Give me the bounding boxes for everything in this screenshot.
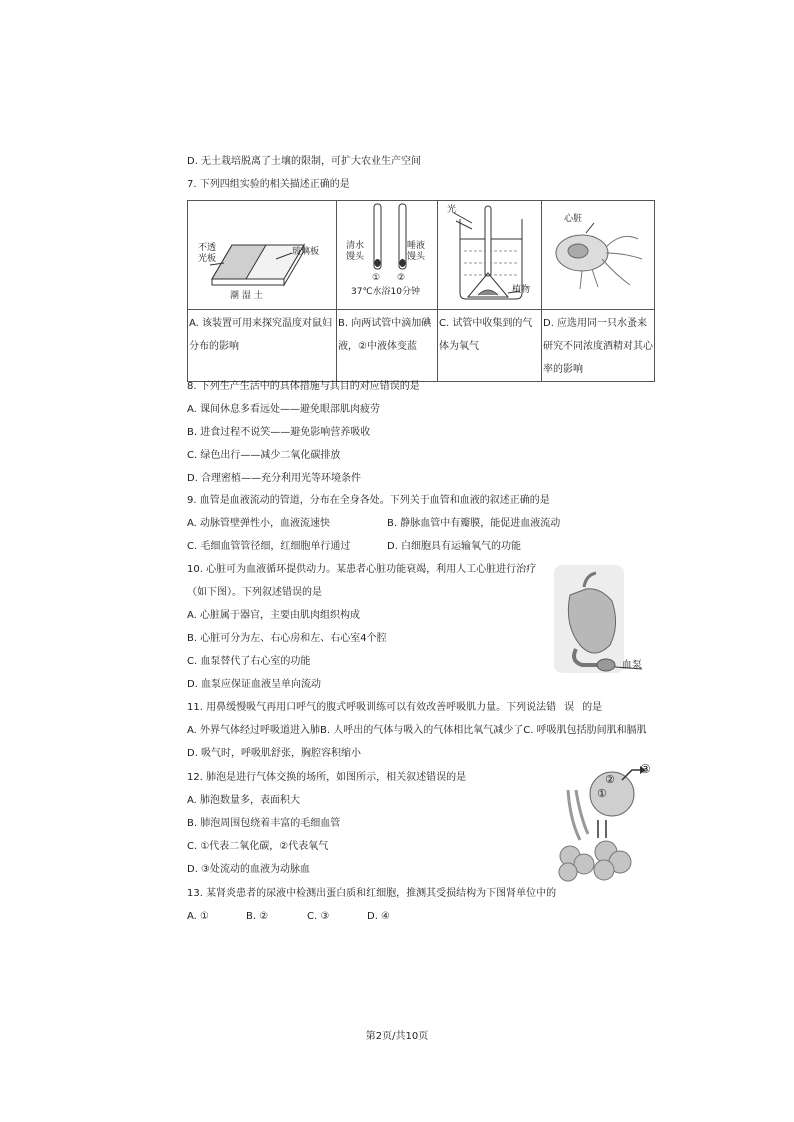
q9-stem: 9. 血管是血液流动的管道，分布在全身各处。下列关于血管和血液的叙述正确的是 <box>187 495 550 506</box>
q8-option-d: D. 合理密植——充分利用光等环境条件 <box>187 473 362 484</box>
q11-option-d: D. 吸气时，呼吸肌舒张，胸腔容积缩小 <box>187 748 362 759</box>
q12-option-a: A. 肺泡数量多，表面积大 <box>187 795 301 806</box>
q7-figure-b <box>337 201 438 310</box>
alveoli-label-2: ② <box>605 773 615 786</box>
q9-option-c: C. 毛细血管管径细，红细胞单行通过 <box>187 541 351 552</box>
tube-2-number: ② <box>397 273 406 283</box>
q10-stem-cont: （如下图）。下列叙述错误的是 <box>187 587 322 598</box>
opaque-board-label: 不透 光板 <box>198 243 217 264</box>
tube-1-number: ① <box>372 273 381 283</box>
q7-table <box>187 200 655 382</box>
glass-board-label: 玻璃板 <box>292 247 320 257</box>
alveoli-figure <box>540 760 660 885</box>
light-label: 光 <box>447 205 457 215</box>
alveoli-label-3: ③ <box>640 762 651 776</box>
q10-option-a: A. 心脏属于器官，主要由肌肉组织构成 <box>187 610 361 621</box>
q9-option-d: D. 白细胞具有运输氧气的功能 <box>387 541 522 552</box>
moist-soil-label: 潮 湿 土 <box>230 291 263 301</box>
q10-option-c: C. 血泵替代了右心室的功能 <box>187 656 311 667</box>
q8-option-c: C. 绿色出行——减少二氧化碳排放 <box>187 450 341 461</box>
q10-option-b: B. 心脏可分为左、右心房和左、右心室4个腔 <box>187 633 387 644</box>
q7-option-d: D. 应选用同一只水蚤来研究不同浓度酒精对其心率的影响 <box>542 310 655 382</box>
saliva-bread-label: 唾液 馒头 <box>407 241 426 262</box>
q13-option-b: B. ② <box>246 911 269 922</box>
blood-pump-label: 血泵 <box>622 660 642 671</box>
q7-figure-d <box>542 201 655 310</box>
q10-stem: 10. 心脏可为血液循环提供动力。某患者心脏功能衰竭，利用人工心脏进行治疗 <box>187 564 537 575</box>
alveoli-label-1: ① <box>597 787 607 800</box>
q7-figure-a <box>188 201 337 310</box>
plant-label: 植物 <box>512 285 531 295</box>
q6-option-d: D. 无土栽培脱离了土壤的限制，可扩大农业生产空间 <box>187 156 422 167</box>
q13-option-d: D. ④ <box>367 911 391 922</box>
q8-stem: 8. 下列生产生活中的具体措施与其目的对应错误的是 <box>187 381 420 392</box>
water-flea-figure <box>542 201 654 309</box>
q7-option-c: C. 试管中收集到的气体为氧气 <box>438 310 542 382</box>
q12-stem: 12. 肺泡是进行气体交换的场所，如图所示，相关叙述错误的是 <box>187 772 467 783</box>
q11-stem <box>187 701 602 715</box>
q11-stem-text: 11. 用鼻缓慢吸气再用口呼气的腹式呼吸训练可以有效改善呼吸肌力量。下列说法错 <box>187 702 557 713</box>
q8-option-b: B. 进食过程不说笑——避免影响营养吸收 <box>187 427 371 438</box>
heart-label: 心脏 <box>564 214 583 224</box>
water-bath-label: 37℃水浴10分钟 <box>351 287 421 297</box>
q13-option-c: C. ③ <box>307 911 330 922</box>
q12-option-b: B. 肺泡周围包绕着丰富的毛细血管 <box>187 818 341 829</box>
q9-option-a: A. 动脉管壁弹性小，血液流速快 <box>187 518 331 529</box>
q9-option-b: B. 静脉血管中有瓣膜，能促进血液流动 <box>387 518 561 529</box>
q10-option-d: D. 血泵应保证血液呈单向流动 <box>187 679 322 690</box>
q13-option-a: A. ① <box>187 911 209 922</box>
q11-stem-end: 的是 <box>582 702 603 713</box>
water-bread-label: 清水 馒头 <box>346 241 365 262</box>
q7-stem: 7. 下列四组实验的相关描述正确的是 <box>187 179 350 190</box>
q8-option-a: A. 课间休息多看远处——避免眼部肌肉疲劳 <box>187 404 381 415</box>
q11-options-abc: A. 外界气体经过呼吸道进入肺B. 人呼出的气体与吸入的气体相比氧气减少了C. 呼吸肌包括肋间肌和膈肌 <box>187 725 647 736</box>
q7-option-b: B. 向两试管中滴加碘液，②中液体变蓝 <box>337 310 438 382</box>
q13-stem: 13. 某肾炎患者的尿液中检测出蛋白质和红细胞，推测其受损结构为下图肾单位中的 <box>187 888 557 899</box>
q7-option-a: A. 该装置可用来探究温度对鼠妇分布的影响 <box>188 310 337 382</box>
q11-stem-tail: 误 <box>564 702 575 713</box>
q12-option-c: C. ①代表二氧化碳，②代表氧气 <box>187 841 329 852</box>
q7-figure-c <box>438 201 542 310</box>
page-footer: 第2页/共10页 <box>365 1031 429 1042</box>
q12-option-d: D. ③处流动的血液为动脉血 <box>187 864 311 875</box>
